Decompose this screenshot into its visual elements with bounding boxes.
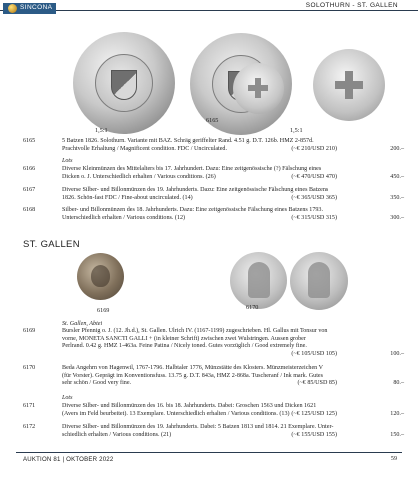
lot-line: Dicken o. J. Unterschiedlich erhalten / Various conditions. (26) <box>62 173 216 180</box>
lot-number: 6165 <box>23 138 36 144</box>
lot-entry <box>23 365 412 388</box>
cross-icon <box>335 71 363 99</box>
coat-of-arms-shield-icon <box>111 70 137 100</box>
lot-price: 300.– <box>390 214 404 221</box>
lot-estimate: (~€ 85/USD 85) <box>297 380 337 387</box>
lot-line: (Avers im Feld beurbeitet). 13 Exemplare. Unterschiedlich erhalten / Various conditions. (13) <box>62 410 290 417</box>
lot-price: 150.– <box>390 431 404 438</box>
gold-coin-logo-icon <box>8 4 17 13</box>
lot-entry <box>23 403 412 418</box>
lot-number: 6170 <box>23 365 36 371</box>
lot-entry <box>23 187 412 202</box>
cross-icon <box>248 78 268 98</box>
lot-price: 200.– <box>390 145 404 152</box>
lot-line: Perlrand. 0.42 g. HMZ 1-463a. Feine Patina / Nicely toned. Gutes vorzüglich / Good extremely fine. <box>62 343 307 350</box>
scale-label-right: 1,5:1 <box>290 127 303 134</box>
lot-line: (für Vorster). Geprägt im Konventionsfuss. 13.75 g. D.T. 843a, HMZ 2-868a. Tuscheranf / Ink mark. Gutes <box>62 372 323 379</box>
lot-line: sehr schön / Good very fine. <box>62 380 132 387</box>
section-heading-st-gallen: ST. GALLEN <box>23 239 80 250</box>
lot-entry <box>23 328 412 357</box>
lot-line: Beda Angehrn von Hagenwil, 1767-1796. Halbtaler 1776, Münzstätte des Klosters. Münzmeisterzeichen V <box>62 365 324 371</box>
saint-portrait-icon <box>91 265 110 287</box>
lot-line: Prachtvolle Erhaltung / Magnificent condition. FDC / Uncirculated. <box>62 145 228 152</box>
lots-heading: Lots <box>62 158 73 164</box>
standing-figure-icon <box>308 262 330 298</box>
header-rule <box>0 10 418 11</box>
standing-figure-icon <box>248 262 270 298</box>
lot-line: Bursler Pfennig o. J. (12. Jh.d.), St. Gallen. Ulrich IV. (1167-1199) zugeschrieben. Hl. Gallus mit Tonsur von <box>62 328 328 334</box>
lot-line: Diverse Kleinmünzen des Mittelalters bis 17. Jahrhundert. Dazu: Eine zeitgenössische (?) Fälschung eines <box>62 166 322 172</box>
lot-entry <box>23 138 412 153</box>
lot-estimate: (~€ 125/USD 125) <box>291 410 337 417</box>
lot-line: Diverse Silber- und Billonmünzen des 19. Jahrhunderts. Dazu: Eine zeitgenössische Fälschung eines Batzens <box>62 187 329 193</box>
lot-number: 6168 <box>23 207 36 213</box>
lot-line: vorne, MONETA SANCTI GALLI + (in kleiner Schrift) zwischen zwei Wulstringen. Aussen grober <box>62 335 306 342</box>
coin-lot-label: 6169 <box>97 307 110 314</box>
halbtaler-obverse-image <box>230 252 287 309</box>
lot-price: 350.– <box>390 194 404 201</box>
lot-estimate: (~€ 155/USD 155) <box>291 431 337 438</box>
lot-number: 6172 <box>23 424 36 430</box>
lot-entry <box>23 424 412 439</box>
section-title: SOLOTHURN - ST. GALLEN <box>305 2 398 9</box>
brand-name: SINCONA <box>20 4 53 11</box>
lot-price: 80.– <box>393 380 404 387</box>
lot-line: 5 Batzen 1826. Solothurn. Variante mit BAZ. Schräg geriffelter Rand. 4.51 g. D.T. 126b. HMZ 2-857d. <box>62 138 314 144</box>
lot-number: 6166 <box>23 166 36 172</box>
bracteate-coin-image <box>77 253 124 300</box>
page-header <box>0 0 418 17</box>
lot-number: 6167 <box>23 187 36 193</box>
lots-heading: Lots <box>62 395 73 401</box>
lot-line: Diverse Silber- und Billonmünzen des 19. Jahrhunderts. Dabei: 5 Batzen 1813 und 1814. 21 Exemplare. Unter- <box>62 424 334 430</box>
coin-lot-label: 6170 <box>246 304 259 311</box>
lot-price: 100.– <box>390 350 404 357</box>
coin-obverse-image <box>73 32 175 134</box>
lot-entry <box>23 166 412 181</box>
coin-enlarged-reverse-image <box>313 49 385 121</box>
lot-entry <box>23 207 412 222</box>
lot-estimate: (~€ 210/USD 210) <box>291 145 337 152</box>
brand-badge <box>3 3 56 14</box>
footer-rule <box>16 452 402 453</box>
lot-line: Unterschiedlich erhalten / Various conditions. (12) <box>62 214 186 221</box>
lot-line: schiedlich erhalten / Various conditions. (21) <box>62 431 172 438</box>
page-number: 59 <box>390 456 397 462</box>
coin-small-reverse-image <box>233 63 284 114</box>
lot-price: 120.– <box>390 410 404 417</box>
lot-estimate: (~€ 105/USD 105) <box>291 350 337 357</box>
halbtaler-reverse-image <box>290 252 348 310</box>
lot-number: 6169 <box>23 328 36 334</box>
lot-line: Diverse Silber- und Billonmünzen des 16. bis 18. Jahrhunderts. Dabei: Groschen 1563 und Dicken 1621 <box>62 403 317 409</box>
lot-estimate: (~€ 315/USD 315) <box>291 214 337 221</box>
auction-label: AUKTION 81 | OKTOBER 2022 <box>23 456 114 463</box>
lot-line: Silber- und Billonmünzen des 18. Jahrhunderts. Dazu: Eine zeitgenössische Fälschung eines Batzens 1793. <box>62 207 324 213</box>
lot-number: 6171 <box>23 403 36 409</box>
lot-estimate: (~€ 470/USD 470) <box>291 173 337 180</box>
coin-lot-label: 6165 <box>206 117 219 124</box>
lot-price: 450.– <box>390 173 404 180</box>
subheading-abtei: St. Gallen, Abtei <box>62 321 103 327</box>
lot-estimate: (~€ 365/USD 365) <box>291 194 337 201</box>
scale-label-left: 1,5:1 <box>95 127 108 134</box>
lot-line: 1826. Schön-fast FDC / Fine-about uncirculated. (14) <box>62 194 193 201</box>
page-footer <box>0 448 418 480</box>
